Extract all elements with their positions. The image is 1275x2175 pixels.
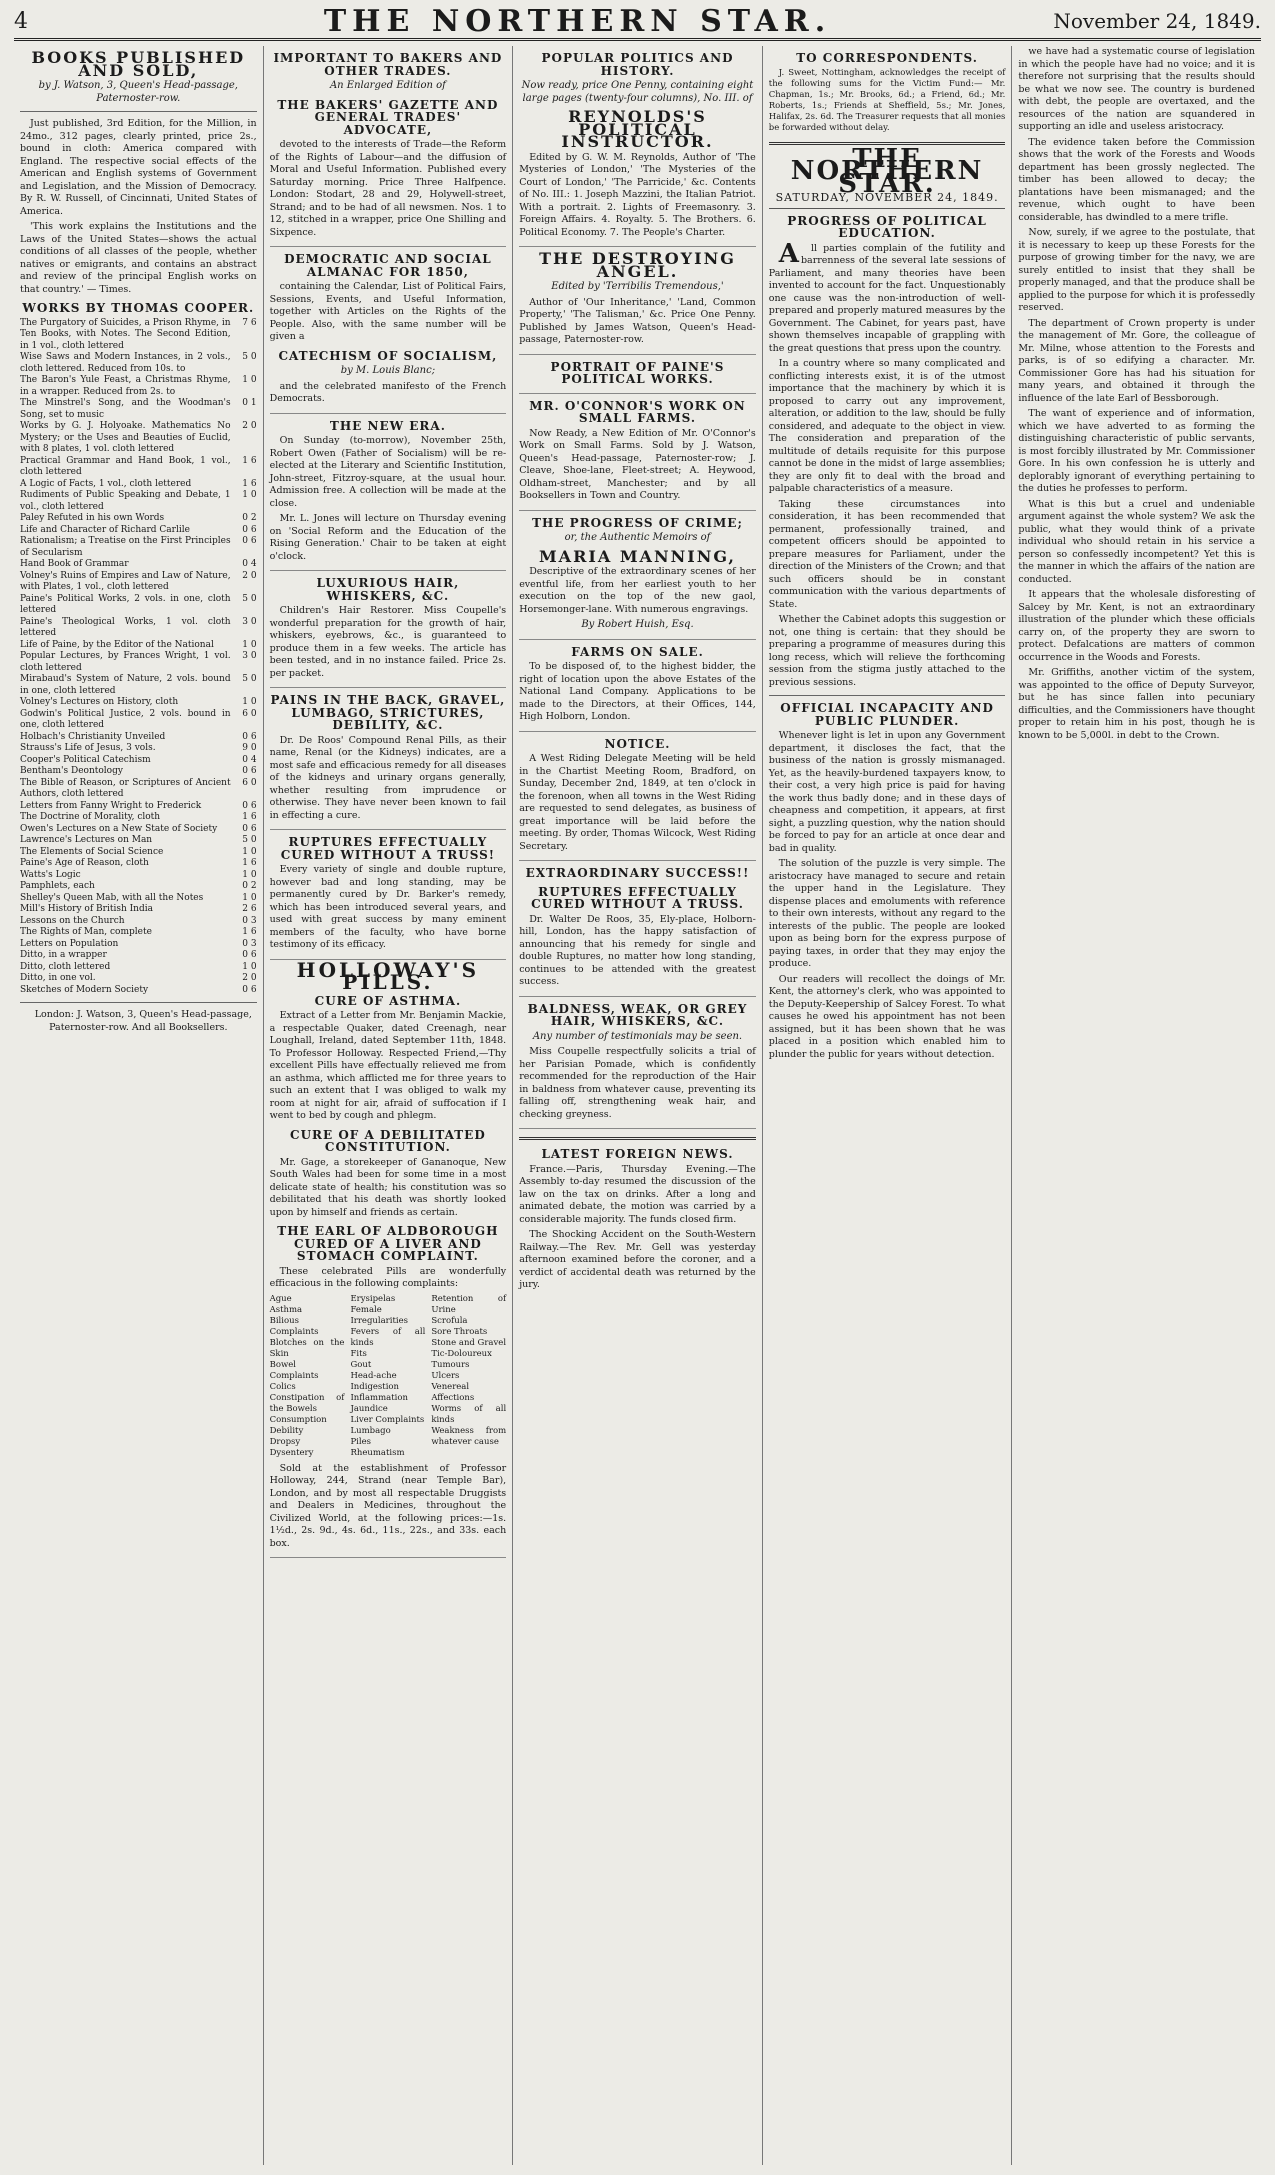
listing-title: Ditto, cloth lettered — [20, 961, 111, 972]
listing-row — [20, 824, 257, 836]
listing-row — [20, 513, 257, 525]
listing-row — [20, 927, 257, 939]
listing-price: 0 3 — [242, 938, 257, 949]
listing-title: Lawrence's Lectures on Man — [20, 835, 153, 845]
democratic-ad — [270, 253, 507, 414]
listing-price: 2 0 — [242, 570, 257, 581]
complaint-item: Head-ache — [350, 1370, 397, 1381]
listing-title: Life of Paine, by the Editor of the National — [20, 639, 214, 650]
listing-row — [20, 571, 257, 594]
complaint-item: Blotches on the Skin — [269, 1337, 345, 1359]
listing-price: 0 6 — [242, 823, 257, 834]
listing-row — [20, 674, 257, 697]
listing-price: 1 0 — [242, 869, 257, 880]
new-era-body: On Sunday (to-morrow), November 25th, Robert Owen (Father of Socialism) will be re-elected at the Literary and Scientific Institution, John-street, Fitzroy-square, at the usual hour. Admission free. A collection will be made at the close. — [269, 435, 507, 509]
listing-title: Godwin's Political Justice, 2 vols. bound in one, cloth lettered — [20, 708, 231, 730]
holloway-sub: CURE OF ASTHMA. — [314, 993, 462, 1008]
complaint-item: Constipation of the Bowels — [269, 1392, 345, 1414]
listing-title: The Baron's Yule Feast, a Christmas Rhyme, in a wrapper. Reduced from 2s. to — [20, 375, 231, 397]
new-era-title: THE NEW ERA. — [329, 418, 446, 433]
ruptures2-body: Dr. Walter De Roos, 35, Ely-place, Holborn-hill, London, has the happy satisfaction of announcing that his remedy for single and double Ruptures, no matter how long standing, continues to be attended with the greatest success. — [519, 913, 756, 987]
listing-price: 1 0 — [242, 697, 257, 707]
page-number: 4 — [14, 8, 28, 34]
complaint-item: Tumours — [431, 1359, 470, 1370]
listing-price: 1 6 — [242, 455, 257, 466]
listing-price: 2 0 — [242, 973, 257, 983]
holloway-body: Extract of a Letter from Mr. Benjamin Mackie, a respectable Quaker, dated Creenagh, near Loughall, Ireland, dated September 11th, 1848. To Professor Holloway. Respected Friend,—Thy excellent Pills have effectually relieved me from an asthma, which afflicted me for three years to such an extent that I was obliged to walk my room at night for air, afraid of suffocation if I went to bed by cough and phlegm. — [269, 1010, 507, 1121]
listing-title: Volney's Lectures on History, cloth — [20, 697, 179, 707]
listing-title: Works by G. J. Holyoake. Mathematics No Mystery; or the Uses and Beauties of Euclid, with 8 plates, 1 vol. cloth lettered — [20, 421, 231, 454]
bakers-body: devoted to the interests of Trade—the Reform of the Rights of Labour—and the diffusion of Moral and Useful Information. Published every Saturday morning. Price Three Halfpence. London: Stodart, 28 and 29, Holywell-street, Strand; and to be had of all newsmen. Nos. 1 to 12, stitched in a wrapper, price One Shilling and Sixpence. — [269, 139, 507, 238]
oconnor-ad — [519, 400, 756, 511]
listing-price: 1 0 — [242, 375, 257, 385]
ruptures-heading: RUPTURES EFFECTUALLY CURED WITHOUT A TRUSS! — [280, 835, 496, 862]
farms-heading: FARMS ON SALE. — [571, 644, 704, 659]
listing-title: The Purgatory of Suicides, a Prison Rhyme, in Ten Books, with Notes. The Second Edition, in 1 vol., cloth lettered — [20, 317, 231, 351]
progress-body-1: All parties complain of the futility and barrenness of the several late sessions of Parliament, and many theories have been invented to account for the fact. Unquestionably one cause was the non-introduction of well-prepared and properly matured measures by the Government. The Cabinet, for years past, have shown themselves incapable of grappling with the great questions that press upon the country. — [768, 238, 1006, 354]
oconnor-heading: MR. O'CONNOR'S WORK ON SMALL FARMS. — [529, 398, 746, 425]
books-footer: London: J. Watson, 3, Queen's Head-passage, Paternoster-row. And all Booksellers. — [34, 1009, 252, 1033]
listing-price: 1 6 — [242, 858, 257, 868]
official-heading: OFFICIAL INCAPACITY AND PUBLIC PLUNDER. — [780, 701, 994, 728]
listing-row — [20, 778, 257, 801]
listing-title: Mill's History of British India — [20, 904, 153, 914]
holloway-title: HOLLOWAY'S PILLS. — [296, 957, 480, 994]
listing-row — [20, 456, 257, 479]
listing-row — [20, 755, 257, 767]
important-heading: IMPORTANT TO BAKERS AND OTHER TRADES. — [273, 51, 503, 78]
listing-row — [20, 743, 257, 755]
listing-row — [20, 352, 257, 375]
progress-body-2: In a country where so many complicated and conflicting interests exist, it is of the utmost importance that the machinery by which it is proposed to carry out any improvement, alteration, or addition to the law, should be fully considered, and adequate to the object in view. The consideration and preparation of the multitude of details requisite for this purpose cannot be done in the midst of large assemblies; they are only fit to deal with the broad and palpable characteristics of a measure. — [768, 358, 1006, 494]
listing-price: 1 0 — [242, 892, 257, 903]
official-body-3: Our readers will recollect the doings of Mr. Kent, the attorney's clerk, who was appointed to the Deputy-Keepership of Salcey Forest. To what causes he owed his appointment has not been assigned, but it has been shown that he was placed in a position which enabled him to plunder the public for years without detection. — [768, 973, 1006, 1060]
col5-body-5: The want of experience and of information, which we have adverted to as forming the distinguishing characteristic of public servants, is most forcibly illustrated by Mr. Commissioner Gore. In his own confession he is utterly and deplorably ignorant of everything pertaining to the duties he professes to perform. — [1018, 408, 1255, 494]
democratic-title: DEMOCRATIC AND SOCIAL ALMANAC FOR 1850, — [284, 252, 492, 279]
listing-title: The Minstrel's Song, and the Woodman's Song, set to music — [20, 398, 231, 420]
progress-political-heading: PROGRESS OF POLITICAL EDUCATION. — [787, 213, 987, 240]
listing-title: Owen's Lectures on a New State of Society — [20, 823, 218, 834]
listing-title: Letters from Fanny Wright to Frederick — [20, 800, 202, 811]
listing-row — [20, 962, 257, 974]
listing-price: 1 0 — [242, 490, 257, 500]
col5-body-8: Mr. Griffiths, another victim of the system, was appointed to the office of Deputy Surveyor, but he has since fallen into pecuniary difficulties, and the Commissioners have thought proper to retain him in his post, though he is known to be 5,000l. in debt to the Crown. — [1018, 667, 1255, 741]
baldness-ad — [519, 1003, 756, 1130]
listing-title: Holbach's Christianity Unveiled — [20, 731, 166, 742]
listing-row — [20, 801, 257, 813]
complaint-item: Stone and Gravel — [431, 1337, 507, 1348]
complaint-item: Dysentery — [269, 1447, 314, 1458]
listing-title: Hand Book of Grammar — [20, 559, 129, 569]
listing-price: 0 2 — [242, 513, 257, 523]
books-review: 'This work explains the Institutions and the Laws of the United States—shows the actual conditions of all classes of the people, whether natives or emigrants, and contains an abstract and review of the principal English works on that country.' — Times. — [20, 221, 257, 295]
complaint-item: Jaundice — [350, 1403, 388, 1414]
listing-price: 0 6 — [242, 536, 257, 546]
listing-price: 3 0 — [242, 616, 257, 627]
listing-price: 5 0 — [242, 352, 257, 362]
listing-title: Pamphlets, each — [20, 881, 95, 891]
listing-row — [20, 479, 257, 491]
listing-title: A Logic of Facts, 1 vol., cloth lettered — [20, 478, 192, 489]
catechism-title: CATECHISM OF SOCIALISM, — [278, 348, 498, 363]
manning-ad — [519, 517, 756, 640]
listing-title: Lessons on the Church — [20, 915, 125, 926]
listing-row — [20, 536, 257, 559]
complaint-item: Bowel Complaints — [269, 1359, 319, 1381]
correspondents-heading: TO CORRESPONDENTS. — [796, 51, 978, 65]
complaint-item: Inflammation — [350, 1392, 408, 1403]
listing-price: 1 6 — [242, 812, 257, 822]
paine-ad — [519, 361, 756, 394]
complaint-item: Venereal Affections — [431, 1381, 475, 1403]
listing-price: 2 6 — [242, 904, 257, 914]
progress-body-4: Whether the Cabinet adopts this suggestion or not, one thing is certain: that they should be preparing a programme of measures during this long recess, which will relieve the forthcoming session from the stigma justly attached to the previous sessions. — [768, 614, 1006, 688]
manning-author: By Robert Huish, Esq. — [581, 619, 694, 630]
listing-title: The Bible of Reason, or Scriptures of Ancient Authors, cloth lettered — [20, 777, 231, 799]
lecture-notice: Mr. L. Jones will lecture on Thursday evening on 'Social Reform and the Education of the Rising Generation.' Chair to be taken at eight o'clock. — [269, 513, 507, 562]
bakers-title: THE BAKERS' GAZETTE AND GENERAL TRADES' ADVOCATE, — [277, 97, 499, 137]
holloway-ad — [269, 957, 507, 1559]
listing-price: 0 6 — [242, 984, 257, 995]
listing-price: 2 0 — [242, 421, 257, 431]
progress-crime-heading: THE PROGRESS OF CRIME; — [532, 515, 743, 530]
official-body-1: Whenever light is let in upon any Government department, it discloses the fact, that the business of the nation is grossly mismanaged. Yet, as the heavily-burdened taxpayers know, to their cost, a very high price is paid for having the work thus badly done; and in these days of cheapness and competition, it appears, at first sight, a puzzling question, why the nation should be forced to pay for an article at once dear and bad in quality. — [768, 730, 1006, 854]
listing-title: Letters on Population — [20, 938, 119, 949]
listing-price: 0 4 — [242, 559, 257, 569]
baldness-heading: BALDNESS, WEAK, OR GREY HAIR, WHISKERS, &C. — [527, 1001, 748, 1028]
complaint-item: Fits — [350, 1348, 367, 1359]
complaint-item: Worms of all kinds — [431, 1403, 507, 1425]
ruptures-body: Every variety of single and double rupture, however bad and long standing, may be permanently cured by Dr. Barker's remedy, which has been introduced several years, and used with great success by many eminent members of the faculty, who have borne testimony of its efficacy. — [269, 864, 507, 950]
bakers-ad — [270, 52, 507, 247]
listing-row — [20, 594, 257, 617]
northern-star-title: THE NORTHERN STAR. — [790, 143, 984, 199]
listing-title: Paine's Theological Works, 1 vol. cloth lettered — [20, 616, 231, 638]
reynolds-title: REYNOLDS'S POLITICAL INSTRUCTOR. — [561, 107, 714, 151]
listing-title: Practical Grammar and Hand Book, 1 vol., cloth lettered — [20, 455, 231, 477]
listing-row — [20, 732, 257, 744]
railway-accident: The Shocking Accident on the South-Western Railway.—The Rev. Mr. Gell was yesterday afternoon examined before the coroner, and a verdict of accidental death was returned by the jury. — [519, 1229, 756, 1290]
reynolds-body: Edited by G. W. M. Reynolds, Author of 'The Mysteries of London,' 'The Mysteries of the Court of London,' 'The Parricide,' &c. Contents of No. III.: 1. Joseph Mazzini, the Italian Patriot. With a portrait. 2. Lights of Freemasonry. 3. Foreign Affairs. 4. Royalty. 5. The Brothers. 6. Political Economy. 7. The People's Charter. — [519, 151, 756, 238]
listing-price: 0 4 — [242, 754, 257, 765]
oconnor-body: Now Ready, a New Edition of Mr. O'Connor's Work on Small Farms. Sold by J. Watson, Queen's Head-passage, Paternoster-row; J. Cleave, Shoe-lane, Fleet-street; A. Heywood, Oldham-street, Manchester; and by all Booksellers in Town and Country. — [519, 427, 756, 501]
listing-price: 0 3 — [242, 915, 257, 926]
listing-title: Watts's Logic — [20, 869, 81, 880]
holloway-sold: Sold at the establishment of Professor Holloway, 244, Strand (near Temple Bar), London, and by most all respectable Druggists and Dealers in Medicines, throughout the Civilized World, at the following prices:—1s. 1½d., 2s. 9d., 4s. 6d., 11s., 22s., and 33s. each box. — [269, 1462, 507, 1549]
listing-title: Rudiments of Public Speaking and Debate, 1 vol., cloth lettered — [20, 490, 231, 512]
listing-price: 1 0 — [242, 639, 257, 650]
complaint-item: Fevers of all kinds — [350, 1326, 426, 1348]
pains-ad — [270, 694, 507, 830]
notice-heading: NOTICE. — [604, 736, 671, 751]
col5-body-4: The department of Crown property is under the management of Mr. Gore, the colleague of Mr. Milne, whose attention to the Forests and parks, is of so edifying a character. Mr. Commissioner Gore has had his situation for many years, and obtained it through the influence of the late Earl of Bessborough. — [1018, 317, 1255, 404]
book-listing — [20, 318, 257, 997]
listing-price: 9 0 — [242, 743, 257, 753]
complaint-item: Colics — [269, 1381, 296, 1392]
listing-row — [20, 697, 257, 709]
listing-row — [20, 525, 257, 537]
baldness-body: Miss Coupelle respectfully solicits a trial of her Parisian Pomade, which is confidently recommended for the reproduction of the Hair in baldness from whatever cause, preventing its falling off, strengthening weak hair, and checking greyness. — [519, 1046, 756, 1120]
popular-politics-ad — [519, 52, 756, 247]
col5-body-6: What is this but a cruel and undeniable argument against the whole system? We ask the public, what they would think of a private individual who should retain in his service a person so confessedly incompetent? Yet this is the manner in which the affairs of the nation are conducted. — [1018, 498, 1255, 585]
complaint-item: Debility — [269, 1425, 304, 1436]
works-heading: WORKS BY THOMAS COOPER. — [22, 301, 255, 315]
luxurious-body: Children's Hair Restorer. Miss Coupelle's wonderful preparation for the growth of hair, whiskers, eyebrows, &c., is guaranteed to produce them in a few weeks. The article has been tested, and in no instance failed. Price 2s. per packet. — [269, 605, 507, 679]
listing-price: 0 6 — [242, 950, 257, 960]
listing-price: 6 0 — [242, 708, 257, 719]
listing-title: Cooper's Political Catechism — [20, 754, 151, 765]
complaint-item: Piles — [350, 1436, 372, 1447]
listing-row — [20, 651, 257, 674]
progress-crime-sub: or, the Authentic Memoirs of — [564, 532, 711, 543]
listing-price: 1 6 — [242, 927, 257, 937]
complaint-item: Dropsy — [269, 1436, 301, 1447]
complaint-item: Lumbago — [350, 1425, 391, 1436]
manning-title: MARIA MANNING, — [538, 546, 736, 566]
complaint-item: Scrofula — [431, 1315, 468, 1326]
listing-row — [20, 881, 257, 893]
complaint-item: Asthma — [269, 1304, 303, 1315]
listing-title: Popular Lectures, by Frances Wright, 1 vol. cloth lettered — [20, 651, 231, 673]
complaints-heading: These celebrated Pills are wonderfully efficacious in the following complaints: — [269, 1265, 507, 1289]
listing-title: Paine's Political Works, 2 vols. in one, cloth lettered — [20, 593, 231, 615]
columns — [14, 46, 1261, 2165]
listing-title: Life and Character of Richard Carlile — [20, 524, 190, 535]
hair-ad — [270, 577, 507, 688]
column-4 — [763, 46, 1013, 2165]
latest-foreign-body: France.—Paris, Thursday Evening.—The Assembly to-day resumed the discussion of the law on the tax on drinks. After a long and animated debate, the motion was carried by a considerable majority. The funds closed firm. — [519, 1163, 756, 1225]
listing-title: Mirabaud's System of Nature, 2 vols. bound in one, cloth lettered — [20, 674, 231, 696]
books-intro: Just published, 3rd Edition, for the Million, in 24mo., 312 pages, clearly printed, price 2s., bound in cloth: America compared with England. The respective social effects of the American and English systems of Government and Legislation, and the Mission of Democracy. By R. W. Russell, of Cincinnati, United States of America. — [20, 118, 257, 217]
listing-row — [20, 973, 257, 985]
listing-price: 0 6 — [242, 524, 257, 535]
listing-price: 0 6 — [242, 731, 257, 742]
listing-title: Rationalism; a Treatise on the First Principles of Secularism — [20, 536, 231, 558]
complaint-item: Tic-Doloureux — [431, 1348, 492, 1359]
paine-heading: PORTRAIT OF PAINE'S POLITICAL WORKS. — [550, 359, 725, 386]
listing-title: Bentham's Deontology — [20, 766, 123, 776]
latest-foreign-heading: LATEST FOREIGN NEWS. — [541, 1147, 734, 1161]
baldness-sub: Any number of testimonials may be seen. — [532, 1030, 743, 1042]
listing-price: 1 0 — [242, 961, 257, 972]
column-1 — [14, 46, 264, 2165]
listing-row — [20, 318, 257, 353]
catechism-body: and the celebrated manifesto of the French Democrats. — [269, 380, 507, 404]
books-heading: BOOKS PUBLISHED AND SOLD, — [31, 48, 246, 80]
listing-title: Strauss's Life of Jesus, 3 vols. — [20, 743, 156, 753]
listing-price: 5 0 — [242, 835, 257, 845]
cure3-heading: THE EARL OF ALDBOROUGH CURED OF A LIVER AND STOMACH COMPLAINT. — [277, 1224, 499, 1263]
listing-price: 0 6 — [242, 766, 257, 776]
pains-body: Dr. De Roos' Compound Renal Pills, as their name, Renal (or the Kidneys) indicates, are a most safe and efficacious remedy for all diseases of the kidneys and urinary organs generally, whether resulting from imprudence or otherwise. They have never been known to fail in effecting a cure. — [269, 734, 507, 821]
listing-row — [20, 858, 257, 870]
official-body-2: The solution of the puzzle is very simple. The aristocracy have managed to secure and retain the upper hand in the Legislature. They dispense places and emoluments with reference to their own interests, without any regard to the interests of the public. The people are looked upon as being born for the express purpose of paying taxes, in order that they may enjoy the produce. — [768, 858, 1006, 969]
destroying-title: THE DESTROYING ANGEL. — [539, 249, 736, 281]
listing-row — [20, 421, 257, 456]
cure2-heading: CURE OF A DEBILITATED CONSTITUTION. — [290, 1127, 486, 1154]
notice-ad — [519, 738, 756, 862]
popular-heading: POPULAR POLITICS AND HISTORY. — [541, 51, 734, 78]
complaint-item: Ague — [269, 1293, 292, 1304]
listing-title: Ditto, in a wrapper — [20, 950, 107, 960]
masthead — [14, 4, 1261, 41]
listing-price: 1 6 — [242, 478, 257, 489]
listing-price: 5 0 — [242, 593, 257, 604]
listing-row — [20, 812, 257, 824]
extraordinary-heading: EXTRAORDINARY SUCCESS!! — [525, 866, 750, 880]
notice-body: A West Riding Delegate Meeting will be held in the Chartist Meeting Room, Bradford, on Sunday, December 2nd, 1849, at ten o'clock in the forenoon, when all towns in the West Riding are requested to send delegates, as business of great importance will be laid before the meeting. By order, Thomas Wilcock, West Riding Secretary. — [519, 753, 756, 852]
listing-title: Shelley's Queen Mab, with all the Notes — [20, 892, 204, 903]
col5-body-2: The evidence taken before the Commission shows that the work of the Forests and Woods department has been grossly neglected. The timber has been allowed to decay; the plantations have been mismanaged; and the revenue, which ought to have been considerable, has dwindled to a mere trifle. — [1018, 136, 1255, 223]
listing-row — [20, 904, 257, 916]
books-subheading: by J. Watson, 3, Queen's Head-passage, Paternoster-row. — [38, 80, 238, 104]
luxurious-heading: LUXURIOUS HAIR, WHISKERS, &C. — [316, 576, 460, 603]
progress-body-3: Taking these circumstances into consideration, it has been recommended that permanent, professionally trained, and competent officers should be appointed to prepare measures for Parliament, under the direction of the Ministers of the Crown; and that such officers should be in constant communication with the various departments of State. — [768, 498, 1006, 610]
destroying-body: Author of 'Our Inheritance,' 'Land, Common Property,' 'The Talisman,' &c. Price One Penny. Published by James Watson, Queen's Head-passage, Paternoster-row. — [519, 296, 756, 345]
complaint-item: Retention of Urine — [431, 1293, 507, 1315]
complaint-item: Consumption — [269, 1414, 327, 1425]
complaint-item: Bilious Complaints — [269, 1315, 319, 1337]
complaint-item: Ulcers — [431, 1370, 460, 1381]
listing-row — [20, 617, 257, 640]
listing-price: 7 6 — [242, 317, 257, 328]
ruptures2-ad — [519, 867, 756, 997]
northern-star-date: SATURDAY, NOVEMBER 24, 1849. — [769, 192, 1006, 209]
col5-body-3: Now, surely, if we agree to the postulate, that it is necessary to keep up these Forests for the purpose of growing timber for the navy, we are surely entitled to insist that they shall be properly managed, and that the produce shall be applied to the purpose for which it is professedly reserved. — [1018, 227, 1255, 313]
correspondents-body: J. Sweet, Nottingham, acknowledges the receipt of the following sums for the Victim Fund:— Mr. Chapman, 1s.; Mr. Brooks, 6d.; a Friend, 6d.; Mr. Roberts, 1s.; Friends at Sheffield, 5s.; Mr. Jones, Halifax, 2s. 6d. The Treasurer requests that all monies be forwarded without delay. — [768, 67, 1006, 133]
listing-title: The Elements of Social Science — [20, 846, 164, 857]
ruptures-ad — [270, 836, 507, 960]
listing-row — [20, 766, 257, 778]
listing-price: 5 0 — [242, 674, 257, 684]
listing-title: Ditto, in one vol. — [20, 973, 96, 983]
listing-price: 0 2 — [242, 881, 257, 891]
listing-row — [20, 490, 257, 513]
listing-row — [20, 870, 257, 882]
complaint-item: Erysipelas — [350, 1293, 396, 1304]
listing-title: Sketches of Modern Society — [20, 984, 149, 995]
listing-title: The Rights of Man, complete — [20, 927, 152, 937]
listing-row — [20, 559, 257, 571]
farms-body: To be disposed of, to the highest bidder, the right of location upon the above Estates of the National Land Company. Applications to be made to the Directors, at their Offices, 144, High Holborn, London. — [519, 661, 756, 722]
issue-date: November 24, 1849. — [1053, 9, 1261, 33]
complaint-item: Liver Complaints — [350, 1414, 425, 1425]
listing-row — [20, 985, 257, 997]
listing-price: 0 6 — [242, 800, 257, 811]
listing-row — [20, 847, 257, 859]
destroying-author: Edited by 'Terribilis Tremendous,' — [551, 281, 724, 292]
column-5 — [1012, 46, 1261, 2165]
listing-title: Paley Refuted in his own Words — [20, 513, 165, 523]
pains-heading: PAINS IN THE BACK, GRAVEL, LUMBAGO, STRICTURES, DEBILITY, &C. — [270, 693, 506, 732]
ruptures2-heading: RUPTURES EFFECTUALLY CURED WITHOUT A TRUSS. — [531, 884, 744, 911]
important-sub: An Enlarged Edition of — [329, 80, 446, 91]
listing-row — [20, 835, 257, 847]
complaint-item: Indigestion — [350, 1381, 400, 1392]
listing-row — [20, 950, 257, 962]
listing-row — [20, 939, 257, 951]
listing-row — [20, 398, 257, 421]
complaints-table — [270, 1294, 507, 1459]
newspaper-title: THE NORTHERN STAR. — [323, 3, 832, 39]
column-3 — [513, 46, 763, 2165]
listing-price: 3 0 — [242, 651, 257, 661]
listing-title: Paine's Age of Reason, cloth — [20, 858, 149, 868]
col5-body-7: It appears that the wholesale disforesting of Salcey by Mr. Kent, is not an extraordinary illustration of the plunder which these officials carry on, of the property they are sworn to protect. Defalcations are matters of common occurrence in the Woods and Forests. — [1018, 589, 1255, 663]
manning-body: Descriptive of the extraordinary scenes of her eventful life, from her earliest youth to her execution on the top of the new gaol, Horsemonger-lane. With numerous engravings. — [519, 566, 756, 615]
listing-row — [20, 893, 257, 905]
listing-row — [20, 916, 257, 928]
complaint-item: Gout — [350, 1359, 372, 1370]
listing-row — [20, 709, 257, 732]
listing-price: 1 0 — [242, 846, 257, 857]
destroying-angel-ad — [519, 249, 756, 355]
complaint-item: Sore Throats — [431, 1326, 488, 1337]
popular-sub: Now ready, price One Penny, containing eight large pages (twenty-four columns), No. III. of — [521, 80, 754, 104]
cure2-body: Mr. Gage, a storekeeper of Gananoque, New South Wales had been for some time in a most delicate state of health; his constitution was so debilitated that his death was shortly looked upon by himself and friends as certain. — [269, 1156, 507, 1218]
complaint-item: Rheumatism — [350, 1447, 405, 1458]
farms-ad — [519, 646, 756, 732]
catechism-author: by M. Louis Blanc; — [340, 365, 436, 376]
complaint-item: Weakness from whatever cause — [431, 1425, 507, 1447]
democratic-body: containing the Calendar, List of Political Fairs, Sessions, Events, and Useful Information, together with Articles on the Rights of the People. Also, with the same number will be given a — [269, 281, 507, 342]
listing-row — [20, 640, 257, 652]
column-2 — [264, 46, 514, 2165]
listing-title: Volney's Ruins of Empires and Law of Nature, with Plates, 1 vol., cloth lettered — [20, 570, 231, 592]
complaint-item: Female Irregularities — [350, 1304, 408, 1326]
listing-price: 0 1 — [242, 398, 257, 408]
listing-title: The Doctrine of Morality, cloth — [20, 812, 161, 822]
new-era-ad — [270, 420, 507, 572]
listing-row — [20, 375, 257, 398]
listing-price: 6 0 — [242, 777, 257, 788]
col5-body-1: we have had a systematic course of legislation in which the people have had no voice; and it is therefore not surprising that the results should be what we now see. The country is burdened with debt, the people are overtaxed, and the resources of the nation are squandered in supporting an idle and useless aristocracy. — [1018, 46, 1255, 132]
listing-title: Wise Saws and Modern Instances, in 2 vols., cloth lettered. Reduced from 10s. to — [20, 352, 231, 374]
